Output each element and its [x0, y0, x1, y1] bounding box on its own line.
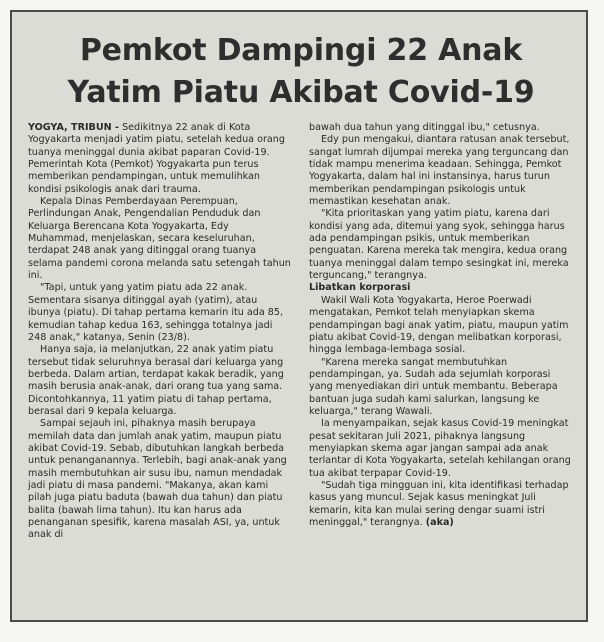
author-signoff: (aka) — [425, 517, 454, 528]
paragraph: "Kita prioritaskan yang yatim piatu, karena dari kondisi yang ada, ditemui yang syok, sehingga harus ada pendampingan psikis, untuk memberikan penguatan. Karena mereka tak mengira, kedua orang tuanya meninggal dalam tempo sesingkat ini, mereka terguncang," terangnya. — [309, 208, 569, 282]
paragraph: Edy pun mengakui, diantara ratusan anak tersebut, sangat lumrah dijumpai mereka yang terguncang dan tidak mampu menerima keadaan. Sehingga, Pemkot Yogyakarta, dalam hal ini instansinya, harus turun memberikan pendampingan psikologis untuk memastikan kesehatan anak. — [309, 134, 570, 208]
paragraph: Kepala Dinas Pemberdayaan Perempuan, Perlindungan Anak, Pengendalian Penduduk dan Keluarga Berencana Kota Yogyakarta, Edy Muhammad, menjelaskan, secara keseluruhan, terdapat 248 anak yang ditinggal orang tuanya selama pandemi corona melanda satu setengah tahun ini. — [28, 196, 291, 282]
headline-line-2: Yatim Piatu Akibat Covid-19 — [67, 75, 535, 110]
headline — [12, 30, 588, 114]
article-body — [28, 122, 572, 616]
paragraph: YOGYA, TRIBUN - Sedikitnya 22 anak di Kota Yogyakarta menjadi yatim piatu, setelah kedua orang tuanya meninggal dunia akibat paparan Covid-19. Pemerintah Kota (Pemkot) Yogyakarta pun terus memberikan pendampingan, untuk memulihkan kondisi psikologis anak dari trauma. — [28, 122, 285, 195]
paragraph: Hanya saja, ia melanjutkan, 22 anak yatim piatu tersebut tidak seluruhnya berasal dari keluarga yang berbeda. Dalam artian, terdapat kakak beradik, yang masih berusia anak-anak, dari orang tua yang sama. Dicontohkannya, 11 yatim piatu di tahap pertama, berasal dari 9 kepala keluarga. — [28, 344, 284, 417]
paragraph: "Sudah tiga mingguan ini, kita identifikasi terhadap kasus yang muncul. Sejak kasus meningkat Juli kemarin, kita kan mulai sering dengar suami istri meninggal," terangnya. (aka) — [309, 479, 569, 528]
article-column-2 — [309, 122, 572, 616]
paragraph: Ia menyampaikan, sejak kasus Covid-19 meningkat pesat sekitaran Juli 2021, pihaknya langsung menyiapkan skema agar jangan sampai ada anak terlantar di Kota Yogyakarta, setelah kehilangan orang tua akibat terpapar Covid-19. — [309, 418, 571, 479]
headline-line-1: Pemkot Dampingi 22 Anak — [79, 33, 523, 68]
article-column-1 — [28, 122, 291, 616]
paragraph: bawah dua tahun yang ditinggal ibu," cetusnya. — [309, 122, 540, 133]
paragraph: Sampai sejauh ini, pihaknya masih berupaya memilah data dan jumlah anak yatim, maupun piatu akibat Covid-19. Sebab, dibutuhkan langkah berbeda untuk penanganannya. Terlebih, bagi anak-anak yang masih membutuhkan air susu ibu, namun mendadak jadi piatu di masa pandemi. "Makanya, akan kami pilah juga piatu baduta (bawah dua tahun) dan piatu balita (bawah lima tahun). Itu kan harus ada penanganan spesifik, karena masalah ASI, ya, untuk anak di — [28, 418, 287, 541]
dateline: YOGYA, TRIBUN - — [28, 122, 119, 133]
paragraph: "Tapi, untuk yang yatim piatu ada 22 anak. Sementara sisanya ditinggal ayah (yatim), atau ibunya (piatu). Di tahap pertama kemarin itu ada 85, kemudian tahap kedua 163, sehingga totalnya jadi 248 anak," katanya, Senin (23/8). — [28, 282, 284, 343]
paragraph: "Karena mereka sangat membutuhkan pendampingan, ya. Sudah ada sejumlah korporasi yang menyediakan diri untuk membantu. Beberapa bantuan juga sudah kami salurkan, langsung ke keluarga," terang Wawali. — [309, 356, 558, 417]
newspaper-clipping — [10, 10, 588, 622]
subheading: Libatkan korporasi — [309, 282, 411, 294]
paragraph: Wakil Wali Kota Yogyakarta, Heroe Poerwadi mengatakan, Pemkot telah menyiapkan skema pendampingan bagi anak yatim, piatu, maupun yatim piatu akibat Covid-19, dengan melibatkan korporasi, hingga lembaga-lembaga sosial. — [309, 294, 569, 356]
